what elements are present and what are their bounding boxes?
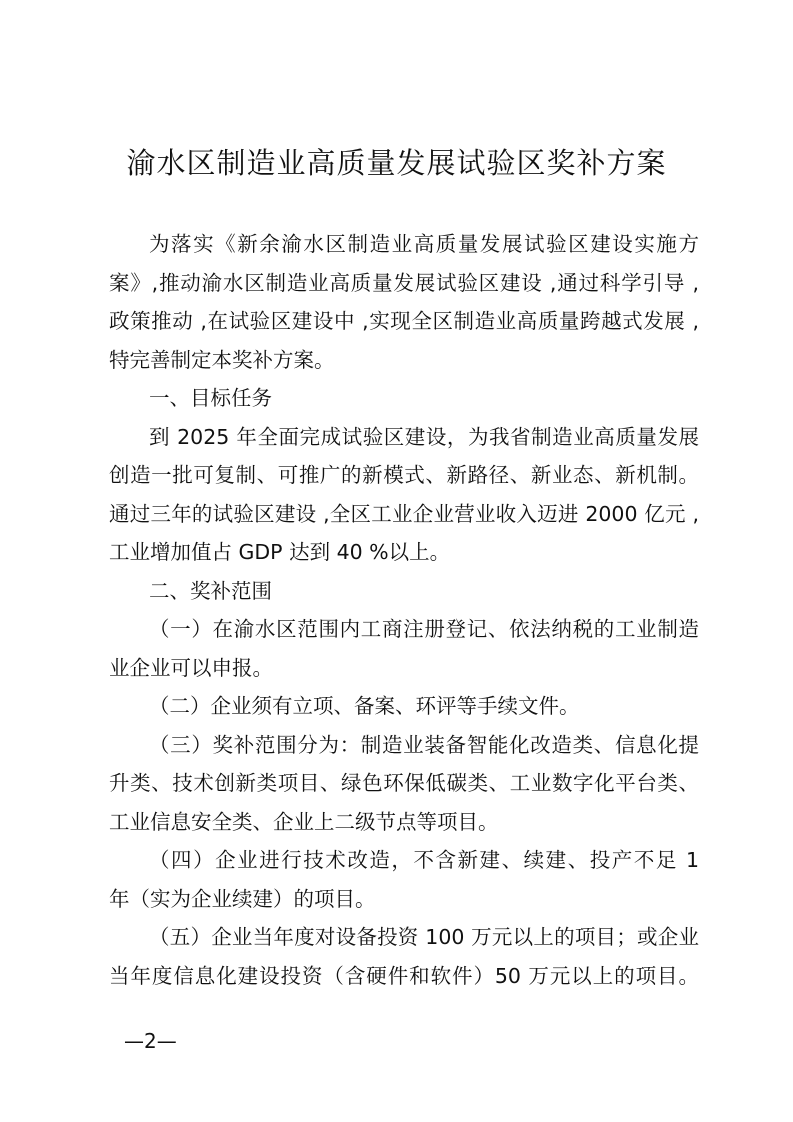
paragraph-line: 工业信息安全类、企业上二级节点等项目。 [109,809,499,834]
document-title: 渝水区制造业高质量发展试验区奖补方案 [126,146,667,180]
paragraph-line: 年（实为企业续建）的项目。 [109,886,376,911]
document-body [109,225,699,995]
paragraph-line: （一）在渝水区范围内工商注册登记、依法纳税的工业制造 [149,617,699,641]
paragraph-line: （二）企业须有立项、备案、环评等手续文件。 [149,694,580,718]
paragraph-line: （四）企业进行技术改造，不含新建、续建、投产不足 1 [149,848,699,872]
paragraph-line: 案》,推动渝水区制造业高质量发展试验区建设 ,通过科学引导 , [109,270,699,295]
paragraph-line: 特完善制定本奖补方案。 [109,347,335,372]
paragraph-line: 创造一批可复制、可推广的新模式、新路径、新业态、新机制。 [109,463,699,487]
paragraph-line: （五）企业当年度对设备投资 100 万元以上的项目；或企业 [149,925,699,949]
paragraph-line: 业企业可以申报。 [109,655,273,680]
paragraph-line: 到 2025 年全面完成试验区建设，为我省制造业高质量发展 [149,424,699,449]
page-number: —2— [124,1029,177,1053]
section-heading: 一、目标任务 [149,386,272,410]
paragraph-line: 政策推动 ,在试验区建设中 ,实现全区制造业高质量跨越式发展 , [109,309,699,333]
paragraph-line: 当年度信息化建设投资（含硬件和软件）50 万元以上的项目。 [109,963,699,988]
section-heading: 二、奖补范围 [149,578,272,603]
paragraph-line: 升类、技术创新类项目、绿色环保低碳类、工业数字化平台类、 [109,771,699,795]
paragraph-line: 通过三年的试验区建设 ,全区工业企业营业收入迈进 2000 亿元 , [109,501,699,526]
paragraph-line: （三）奖补范围分为：制造业装备智能化改造类、信息化提 [149,732,699,757]
paragraph-line: 工业增加值占 GDP 达到 40 %以上。 [109,540,451,564]
paragraph-line: 为落实《新余渝水区制造业高质量发展试验区建设实施方 [149,232,699,256]
